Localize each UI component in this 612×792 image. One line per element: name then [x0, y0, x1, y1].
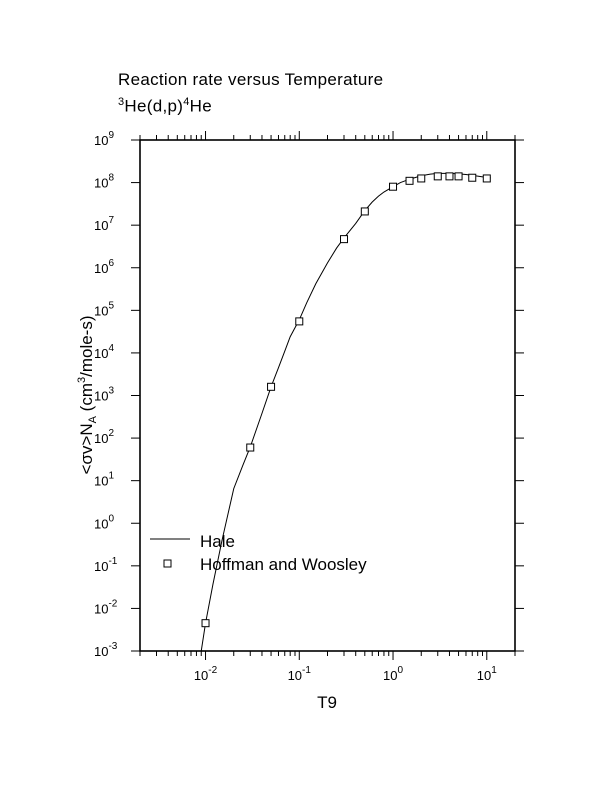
y-axis-label-subscript: A	[87, 416, 99, 424]
y-tick-exponent: 8	[108, 172, 115, 184]
y-axis-label	[76, 315, 99, 474]
legend-label-hoffman-woosley: Hoffman and Woosley	[200, 555, 367, 574]
x-tick-label	[288, 665, 312, 683]
y-tick-label	[94, 300, 114, 318]
data-point-square	[361, 208, 368, 215]
x-tick-base: 10	[383, 668, 398, 683]
x-tick-base: 10	[193, 668, 209, 683]
y-tick-label	[94, 556, 118, 574]
data-point-square	[202, 620, 209, 627]
tick-marks	[131, 131, 524, 660]
y-tick-exponent: 6	[108, 257, 115, 269]
y-tick-exponent: 3	[108, 385, 115, 397]
y-tick-base: 10	[94, 218, 109, 234]
y-tick-label	[94, 513, 114, 531]
y-axis-label-part1: <σv>N	[77, 423, 96, 475]
series-line-hale	[201, 173, 490, 651]
y-tick-base: 10	[94, 516, 109, 532]
y-tick-exponent: 0	[108, 513, 115, 525]
y-axis-label-superscript: 3	[76, 376, 88, 384]
y-tick-exponent: -1	[108, 555, 118, 567]
subtitle-pre-superscript: 3	[118, 96, 125, 108]
chart-title: Reaction rate versus Temperature	[118, 70, 384, 89]
data-point-square	[341, 236, 348, 243]
x-tick-exponent: -1	[302, 665, 311, 676]
y-tick-base: 10	[94, 345, 109, 361]
x-axis-label: T9	[317, 693, 337, 712]
x-tick-exponent: 1	[491, 665, 497, 676]
y-axis-label-part3: /mole-s)	[77, 315, 96, 377]
subtitle-post-superscript: 4	[183, 96, 190, 108]
y-tick-base: 10	[94, 133, 109, 148]
y-tick-label	[94, 598, 118, 616]
y-tick-base: 10	[94, 473, 109, 489]
data-point-square	[296, 318, 303, 325]
x-tick-labels	[194, 665, 497, 683]
data-point-square	[446, 173, 453, 180]
data-point-square	[418, 175, 425, 182]
y-tick-base: 10	[94, 644, 109, 659]
x-tick-exponent: -2	[208, 665, 218, 676]
y-tick-base: 10	[94, 260, 109, 276]
legend-square-marker	[164, 560, 171, 567]
y-tick-label	[94, 130, 114, 148]
x-tick-base: 10	[287, 668, 303, 683]
y-tick-base: 10	[94, 303, 109, 319]
x-tick-label	[194, 665, 218, 683]
y-tick-label	[94, 343, 114, 361]
x-tick-base: 10	[476, 668, 492, 683]
y-tick-base: 10	[94, 175, 109, 191]
y-tick-exponent: 9	[108, 130, 115, 141]
y-tick-exponent: 5	[108, 300, 115, 312]
y-axis-label-part2: (cm	[77, 383, 96, 417]
data-point-square	[434, 173, 441, 180]
y-tick-exponent: -2	[108, 598, 118, 610]
x-tick-label	[477, 665, 497, 683]
y-tick-label	[94, 258, 114, 276]
y-tick-exponent: 1	[108, 470, 115, 482]
y-tick-base: 10	[94, 558, 109, 574]
legend-label-hale: Hale	[200, 532, 235, 551]
y-tick-exponent: 4	[108, 342, 115, 354]
y-tick-label	[94, 641, 118, 659]
y-tick-base: 10	[94, 431, 109, 447]
subtitle-product: He	[189, 96, 212, 116]
x-tick-label	[383, 665, 403, 683]
y-tick-exponent: 2	[108, 428, 115, 440]
y-tick-base: 10	[94, 388, 109, 404]
data-point-square	[390, 183, 397, 190]
plot-frame	[140, 140, 515, 651]
y-tick-labels	[94, 130, 118, 659]
series-layer	[201, 173, 490, 651]
data-point-square	[406, 177, 413, 184]
data-point-square	[247, 444, 254, 451]
y-tick-label	[94, 471, 114, 489]
y-tick-exponent: 7	[108, 215, 115, 227]
x-tick-exponent: 0	[397, 665, 404, 676]
data-point-square	[455, 173, 462, 180]
legend	[150, 532, 367, 574]
y-tick-label	[94, 386, 114, 404]
data-point-square	[268, 383, 275, 390]
data-point-square	[483, 175, 490, 182]
y-tick-label	[94, 215, 114, 233]
data-point-square	[469, 174, 476, 181]
y-tick-label	[94, 428, 114, 446]
subtitle-reaction: He(d,p)	[124, 96, 184, 116]
y-tick-label	[94, 173, 114, 191]
y-tick-exponent: -3	[108, 641, 118, 652]
y-tick-base: 10	[94, 601, 109, 617]
